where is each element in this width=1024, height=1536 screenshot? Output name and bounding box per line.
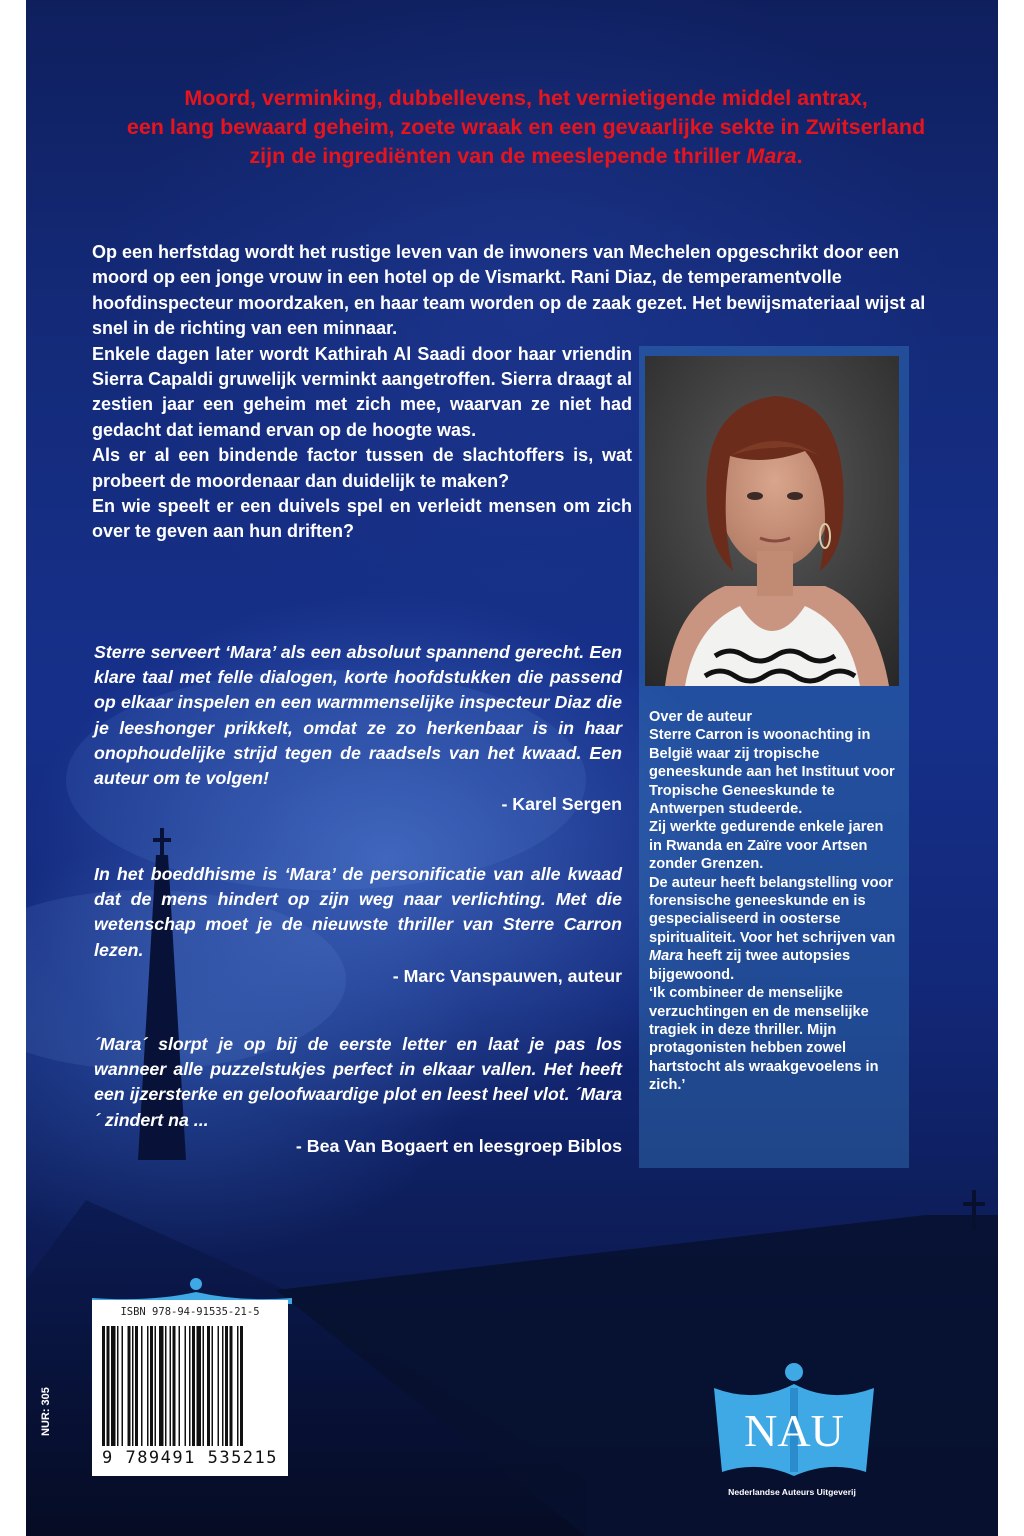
spire-cross-vertical [160,828,164,858]
about-author-paragraph-3-prefix: De auteur heeft belangstelling voor forensische geneeskunde en is gespecialiseerd in oosterse spiritualiteit. Voor het schrijven van [649,874,896,946]
barcode-bar [173,1326,176,1446]
tagline-line-1: Moord, verminking, dubbellevens, het vernietigende middel antrax, [184,86,868,110]
quote-attribution: - Karel Sergen [501,794,622,815]
tagline-line-3-prefix: zijn de ingrediënten van de meeslepende thriller [249,144,747,168]
barcode-bar [155,1326,157,1446]
barcode-bar [179,1326,181,1446]
barcode-bar [230,1326,233,1446]
quote-attribution: - Marc Vanspauwen, auteur [392,965,622,986]
barcode-bar [122,1326,124,1446]
nau-logo [706,1360,882,1484]
publisher-name: Nederlandse Auteurs Uitgeverij [728,1487,856,1497]
synopsis-paragraph-4: En wie speelt er een duivels spel en verleidt mensen om zich over te geven aan hun driften? [92,496,632,542]
quote-text: In het boeddhisme is ‘Mara’ de personificatie van alle kwaad dat de mens hindert op zijn weg naar verlichting. Met die wetenschap moet je de nieuwste thriller van Sterre Carron lezen. [94,864,622,960]
roof-cross-horizontal [963,1202,985,1206]
barcode-bar [165,1326,167,1446]
quote-text: ´Mara´ slorpt je op bij de eerste letter en laat je pas los wanneer alle puzzelstukjes perfect in elkaar vallen. Het heeft een ijzersterke en geloofwaardige plot en leest heel vlot. ´Mara´ zindert na ... [94,1034,622,1130]
review-quote [94,1032,622,1159]
barcode-bar [197,1326,202,1446]
barcode-bar [212,1326,214,1446]
barcode-bar [102,1326,105,1446]
about-author-paragraph-1: Sterre Carron is woonachting in België waar zij tropische geneeskunde aan het Instituut voor Tropische Geneeskunde te Antwerpen studeerde. [649,727,895,818]
barcode-bar [170,1326,172,1446]
barcode-bar [203,1326,205,1446]
barcode-bar [132,1326,134,1446]
barcode-bar [192,1326,195,1446]
tagline-line-3-suffix: . [796,144,803,168]
nur-label: NUR: 305 [40,1387,52,1436]
barcode-bar [111,1326,116,1446]
about-author-book-title: Mara [649,948,684,965]
tagline-line-2: een lang bewaard geheim, zoete wraak en een gevaarlijke sekte in Zwitserland [126,115,926,139]
barcode-bar [225,1326,228,1446]
barcode-bar [135,1326,138,1446]
nau-logo-text: NAU [744,1405,844,1456]
ean-digits: 9 789491 535215 [101,1448,279,1468]
barcode-panel [92,1300,288,1476]
barcode-bar [237,1326,239,1446]
tagline-book-title: Mara [746,144,797,168]
synopsis-paragraph-1: Op een herfstdag wordt het rustige leven van de inwoners van Mechelen opgeschrikt door een moord op een jonge vrouw in een hotel op de Vismarkt. Rani Diaz, de temperamentvolle hoofdinspecteur moordzaken, en haar team worden op de zaak gezet. Het bewijsmateriaal wijst al snel in de richting van een minnaar. [92,242,926,339]
quote-text: Sterre serveert ‘Mara’ als een absoluut spannend gerecht. Een klare taal met felle dialogen, korte hoofdstukken die passend op elkaar inspelen en een warmmenselijke inspecteur Diaz die je leeshonger prikkelt, omdat ze zo herkenbaar is in haar onophoudelijke strijd tegen de raadsels van het kwaad. Een auteur om te volgen! [94,642,622,789]
barcode-bar [117,1326,119,1446]
barcode-bar [218,1326,220,1446]
barcode-bar [185,1326,187,1446]
review-quote [94,640,622,817]
review-quote [94,862,622,989]
barcode-bar [159,1326,164,1446]
barcode-bar [107,1326,110,1446]
barcode-bar [147,1326,149,1446]
synopsis [92,240,938,545]
about-author-paragraph-3-suffix: heeft zij twee autopsies bijgewoond. [649,948,851,983]
quote-attribution: - Bea Van Bogaert en leesgroep Biblos [295,1135,622,1156]
about-author-paragraph-2: Zij werkte gedurende enkele jaren in Rwanda en Zaïre voor Artsen zonder Grenzen. [649,819,884,873]
about-author-paragraph-4: ‘Ik combineer de menselijke verzuchtingen en de menselijke tragiek in deze thriller. Mijn protagonisten hebben zowel hartstocht als wraakgevoelens in zich.’ [649,985,879,1094]
about-author [649,708,899,1095]
barcode-bar [207,1326,210,1446]
about-author-heading: Over de auteur [649,709,753,725]
barcode-bar [222,1326,224,1446]
synopsis-paragraph-2: Enkele dagen later wordt Kathirah Al Saadi door haar vriendin Sierra Capaldi gruwelijk verminkt aangetroffen. Sierra draagt al zestien jaar een geheim met zich mee, waarvan ze niet had gedacht dat iemand ervan op de hoogte was. [92,343,632,440]
barcode-bar [189,1326,191,1446]
synopsis-paragraph-3: Als er al een bindende factor tussen de slachtoffers is, wat probeert de moordenaar dan duidelijk te maken? [92,445,632,491]
book-back-cover [26,0,998,1536]
isbn-label: ISBN 978-94-91535-21-5 [120,1306,260,1318]
barcode-bar [240,1326,243,1446]
barcode-bar [128,1326,131,1446]
about-author-paragraph-3 [649,874,899,984]
tagline [86,84,966,171]
barcode-bar [150,1326,153,1446]
barcode-bar [141,1326,143,1446]
spire-cross-horizontal [153,838,171,842]
roof-cross-vertical [972,1190,976,1230]
